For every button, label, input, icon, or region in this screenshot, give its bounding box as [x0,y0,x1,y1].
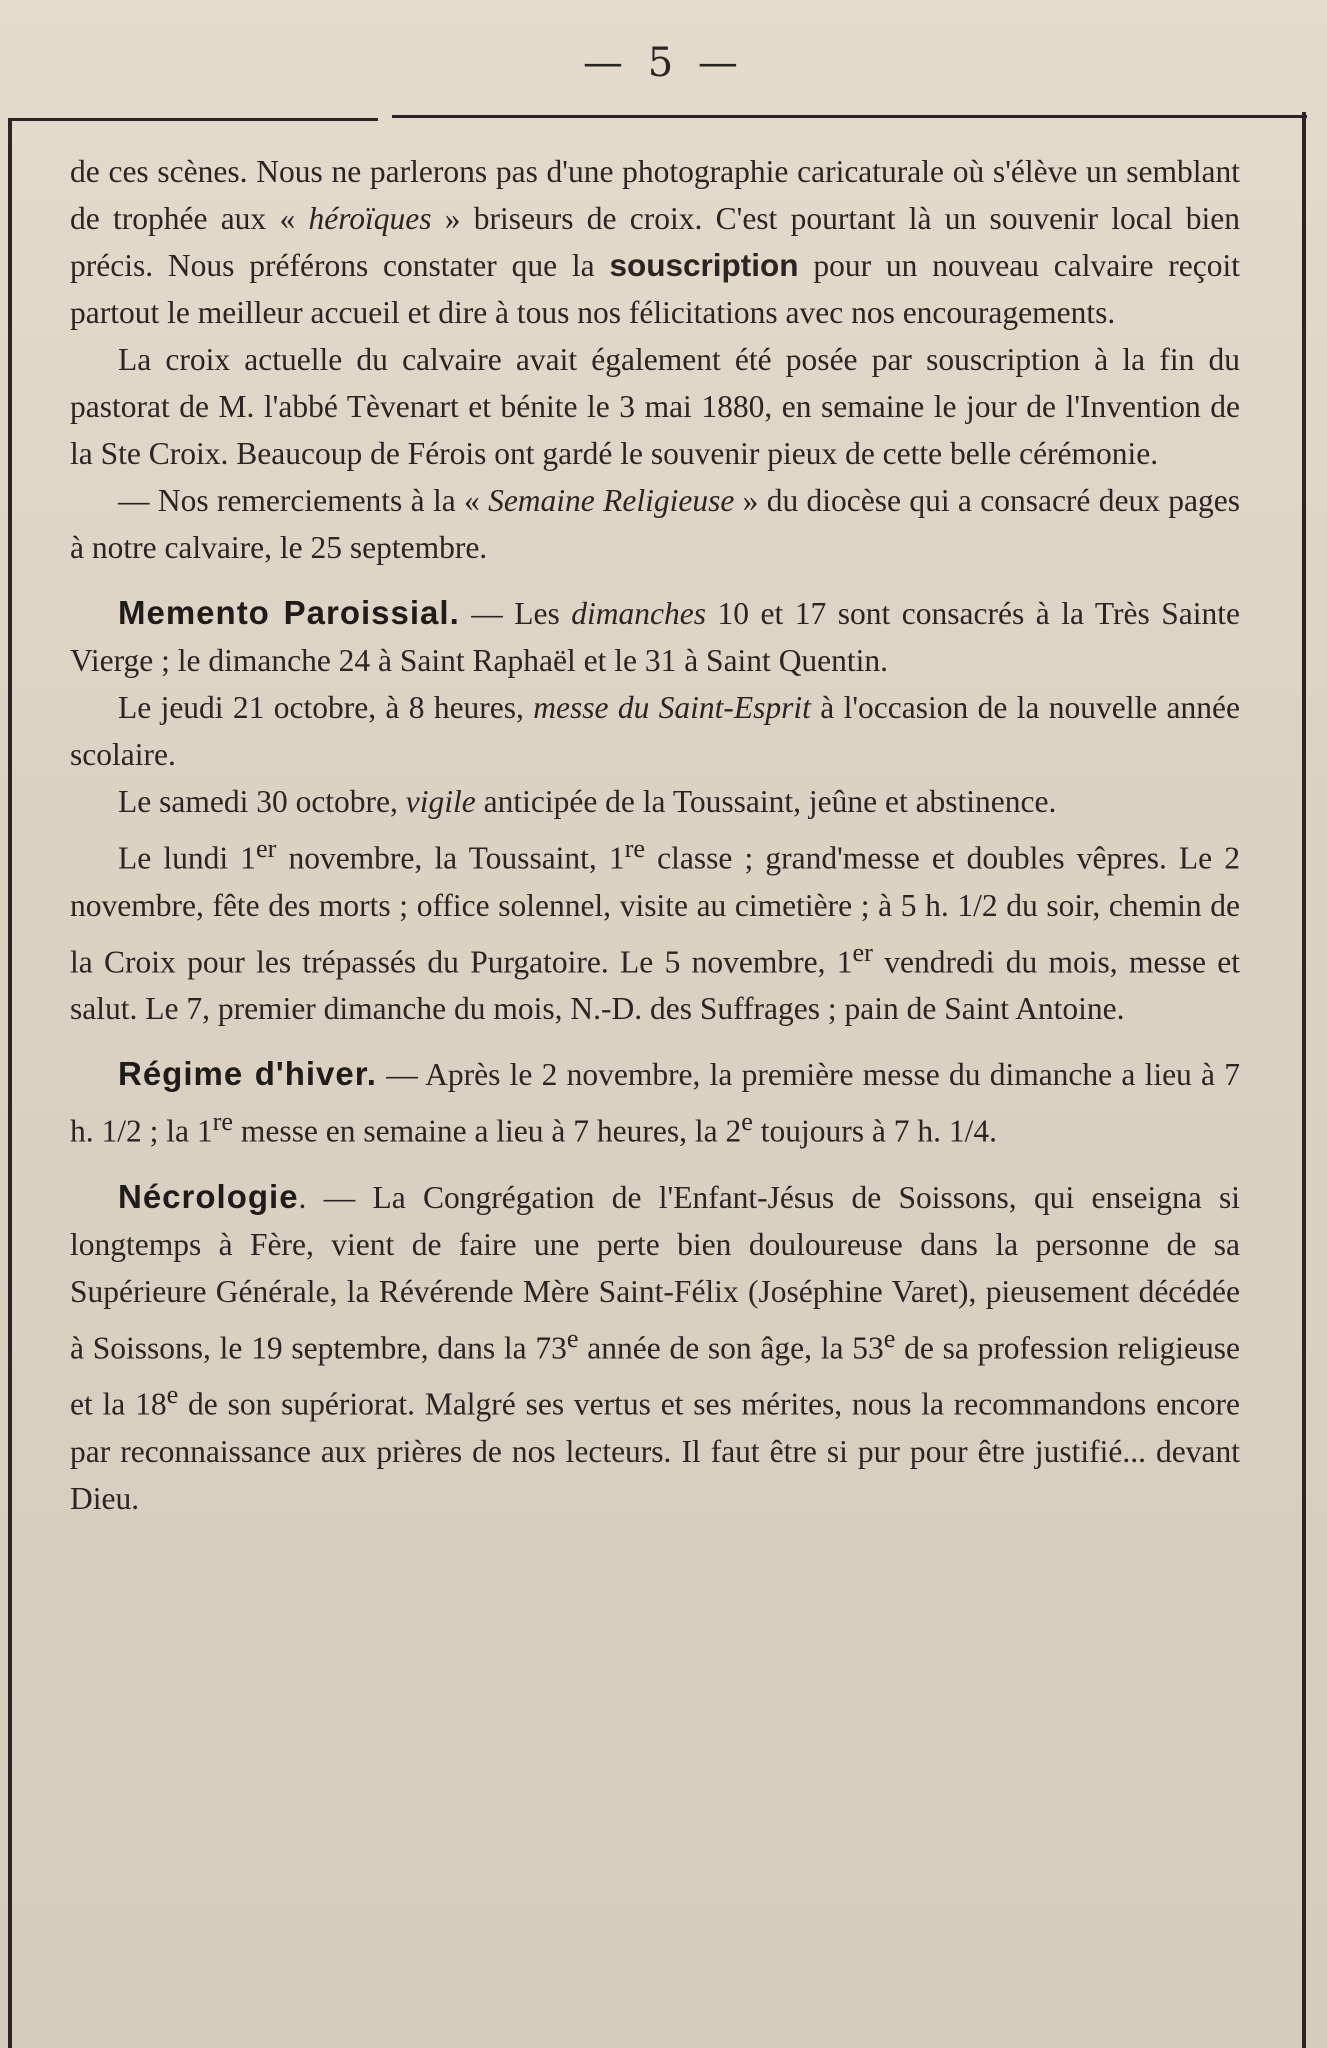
article-body [70,148,1240,1522]
section-heading: Régime d'hiver. [118,1055,377,1092]
section-heading: Nécrologie [118,1177,299,1215]
section-regime-hiver: Régime d'hiver. — Après le 2 novembre, la première messe du dimanche a lieu à 7 h. 1/2 ; la 1re messe en semaine a lieu à 7 heures, la 2e toujours à 7 h. 1/4. [70,1055,1240,1149]
paragraph-lundi: Le lundi 1er novembre, la Toussaint, 1re classe ; grand'messe et doubles vêpres. Le 2 novembre, fête des morts ; office solennel, visite au cimetière ; à 5 h. 1/2 du soir, chemin de la Croix pour les trépassés du Purgatoire. Le 5 novembre, 1er vendredi du mois, messe et salut. Le 7, premier dimanche du mois, N.-D. des Suffrages ; pain de Saint Antoine. [70,834,1241,1026]
section-heading: Memento Paroissial. [118,594,460,631]
paragraph-samedi: Le samedi 30 octobre, vigile anticipée de la Toussaint, jeûne et abstinence. [118,784,1057,819]
section-necrologie: Nécrologie. — La Congrégation de l'Enfant-Jésus de Soissons, qui enseigna si longtemps à Fère, vient de faire une perte bien douloureuse dans la personne de sa Supérieure Générale, la Révérende Mère Saint-Félix (Joséphine Varet), pieusement décédée à Soissons, le 19 septembre, dans la 73e année de son âge, la 53e de sa profession religieuse et la 18e de son supériorat. Malgré ses vertus et ses mérites, nous la recommandons encore par reconnaissance aux prières de nos lecteurs. Il faut être si pur pour être justifié... devant Dieu. [70,1177,1241,1516]
section-memento: Memento Paroissial. — Les dimanches 10 et 17 sont consacrés à la Très Sainte Vierge ; le dimanche 24 à Saint Raphaël et le 31 à Saint Quentin. [70,594,1241,678]
top-rule-right [392,115,1307,118]
paragraph-calvary-photo: de ces scènes. Nous ne parlerons pas d'une photographie caricaturale où s'élève un semblant de trophée aux « héroïques » briseurs de croix. C'est pourtant là un souvenir local bien précis. Nous préférons constater que la souscription pour un nouveau calvaire reçoit partout le meilleur accueil et dire à tous nos félicitations avec nos encouragements. [70,154,1241,330]
paragraph-calvary-history: La croix actuelle du calvaire avait également été posée par souscription à la fin du pastorat de M. l'abbé Tèvenart et bénite le 3 mai 1880, en semaine le jour de l'Invention de la Ste Croix. Beaucoup de Férois ont gardé le souvenir pieux de cette belle cérémonie. [70,342,1240,471]
top-rule-left [8,118,378,121]
right-border-line [1302,112,1306,2048]
page-number: — 5 — [583,40,744,86]
paragraph-thanks: — Nos remerciements à la « Semaine Religieuse » du diocèse qui a consacré deux pages à notre calvaire, le 25 septembre. [70,483,1240,565]
emphasized-word: souscription [609,247,799,283]
paragraph-jeudi: Le jeudi 21 octobre, à 8 heures, messe du Saint-Esprit à l'occasion de la nouvelle année scolaire. [70,690,1240,772]
left-border-line [8,120,12,2048]
